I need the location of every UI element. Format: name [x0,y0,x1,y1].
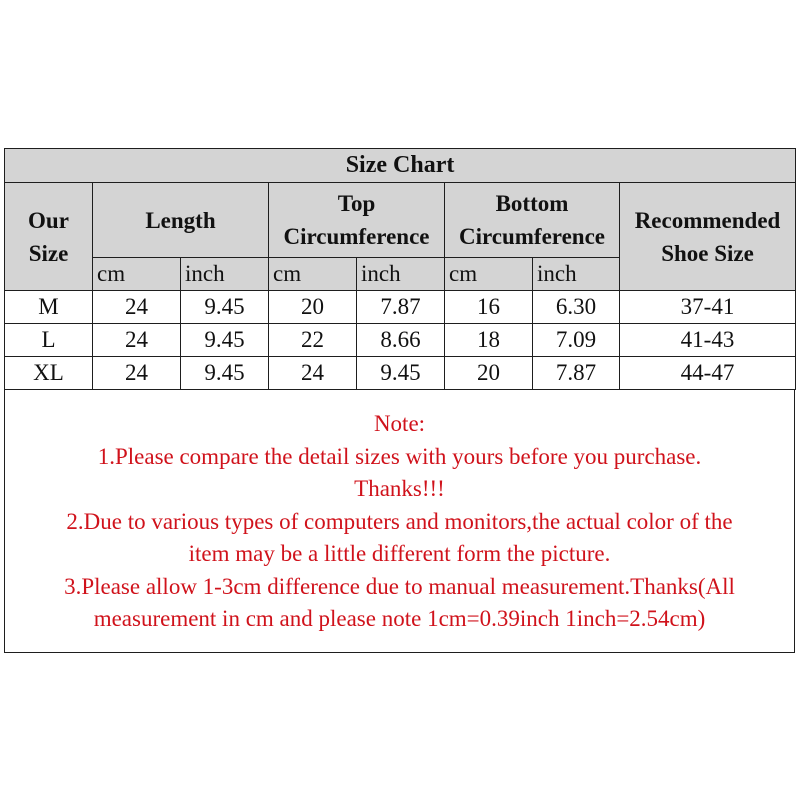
header-bottom-circumference: Bottom Circumference [445,183,620,258]
unit-length-cm: cm [93,258,181,291]
cell-shoe-size: 37-41 [620,291,796,324]
note-line: measurement in cm and please note 1cm=0.39inch 1inch=2.54cm) [93,606,706,631]
unit-top-inch: inch [357,258,445,291]
cell-length-cm: 24 [93,357,181,390]
cell-top-inch: 9.45 [357,357,445,390]
cell-shoe-size: 41-43 [620,324,796,357]
cell-bottom-cm: 20 [445,357,533,390]
cell-bottom-inch: 7.87 [533,357,620,390]
unit-bottom-inch: inch [533,258,620,291]
table-row [5,324,796,357]
note-line: 3.Please allow 1-3cm difference due to manual measurement.Thanks(All [64,573,735,599]
cell-bottom-inch: 6.30 [533,291,620,324]
table-row [5,291,796,324]
cell-size: XL [5,357,93,390]
note-line: item may be a little different form the picture. [188,541,611,566]
cell-size: L [5,324,93,357]
note-line: Thanks!!! [354,476,445,501]
cell-length-inch: 9.45 [181,324,269,357]
note-line: 2.Due to various types of computers and monitors,the actual color of the [66,508,733,534]
note-line: 1.Please compare the detail sizes with yours before you purchase. [97,443,702,469]
cell-top-cm: 20 [269,291,357,324]
table-row [5,357,796,390]
header-recommended-shoe-size: Recommended Shoe Size [620,183,796,291]
cell-bottom-inch: 7.09 [533,324,620,357]
cell-length-cm: 24 [93,324,181,357]
header-top-circumference: Top Circumference [269,183,445,258]
cell-length-inch: 9.45 [181,291,269,324]
note-box [4,390,795,653]
cell-top-inch: 7.87 [357,291,445,324]
header-our-size: Our Size [5,183,93,291]
size-chart-table [4,148,796,390]
cell-shoe-size: 44-47 [620,357,796,390]
size-chart [4,148,795,653]
cell-top-cm: 24 [269,357,357,390]
header-length: Length [93,183,269,258]
cell-bottom-cm: 16 [445,291,533,324]
cell-length-cm: 24 [93,291,181,324]
cell-top-cm: 22 [269,324,357,357]
unit-length-inch: inch [181,258,269,291]
cell-length-inch: 9.45 [181,357,269,390]
table-title: Size Chart [5,149,796,183]
cell-top-inch: 8.66 [357,324,445,357]
cell-size: M [5,291,93,324]
cell-bottom-cm: 18 [445,324,533,357]
unit-bottom-cm: cm [445,258,533,291]
unit-top-cm: cm [269,258,357,291]
note-heading: Note: [373,411,426,436]
